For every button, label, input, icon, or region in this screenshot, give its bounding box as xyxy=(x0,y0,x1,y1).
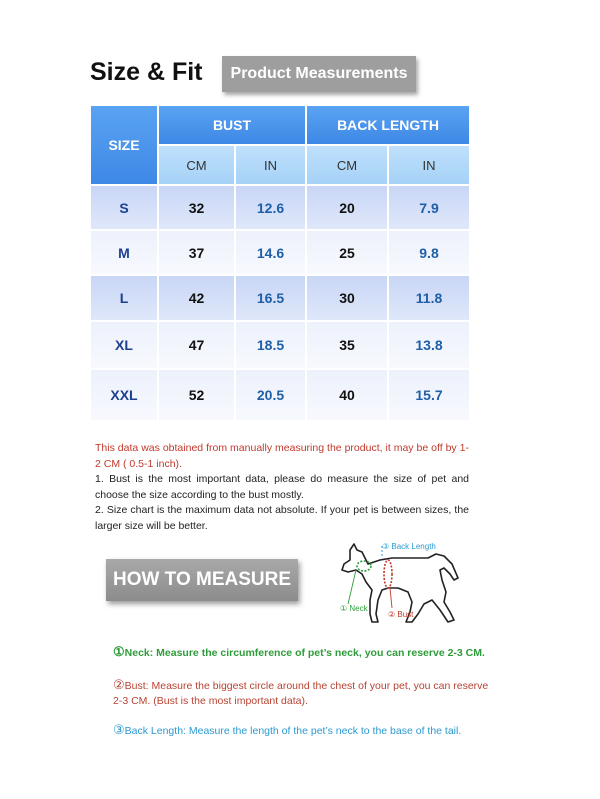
table-row xyxy=(90,185,470,230)
bust-in-header: IN xyxy=(235,145,306,185)
back-length-column-header: BACK LENGTH xyxy=(306,105,470,145)
step-bust xyxy=(113,677,495,709)
back-cm-cell: 40 xyxy=(306,369,388,421)
disclaimer-text: This data was obtained from manually measuring the product, it may be off by 1-2 CM ( 0.5-1 inch). xyxy=(95,442,469,470)
back-in-cell: 13.8 xyxy=(388,321,470,369)
step-back-number: ③ xyxy=(113,722,125,737)
back-cm-cell: 30 xyxy=(306,275,388,321)
size-cell: M xyxy=(90,230,158,275)
step-neck xyxy=(113,644,495,661)
back-cm-cell: 35 xyxy=(306,321,388,369)
step-bust-text: Bust: Measure the biggest circle around the chest of your pet, you can reserve 2-3 CM. (Bust is the most important data). xyxy=(113,680,489,707)
size-table xyxy=(89,104,471,422)
back-in-cell: 7.9 xyxy=(388,185,470,230)
bust-label: ② Bust xyxy=(388,610,414,619)
back-cm-cell: 25 xyxy=(306,230,388,275)
bust-cm-cell: 47 xyxy=(158,321,235,369)
dog-measure-diagram xyxy=(332,534,466,630)
page-title: Size & Fit xyxy=(90,58,203,86)
neck-label: ① Neck xyxy=(340,604,368,613)
size-cell: XXL xyxy=(90,369,158,421)
note-2: 2. Size chart is the maximum data not absolute. If your pet is between sizes, the larger size will be better. xyxy=(95,504,469,532)
note-1: 1. Bust is the most important data, please do measure the size of pet and choose the size according to the bust mostly. xyxy=(95,473,469,501)
bust-in-cell: 16.5 xyxy=(235,275,306,321)
size-column-header: SIZE xyxy=(90,105,158,185)
bust-cm-cell: 32 xyxy=(158,185,235,230)
bust-cm-header: CM xyxy=(158,145,235,185)
product-measurements-button[interactable]: Product Measurements xyxy=(222,56,416,92)
notes-block xyxy=(95,441,469,534)
step-bust-number: ② xyxy=(113,677,125,692)
back-in-cell: 9.8 xyxy=(388,230,470,275)
bust-column-header: BUST xyxy=(158,105,306,145)
bust-in-cell: 20.5 xyxy=(235,369,306,421)
back-cm-header: CM xyxy=(306,145,388,185)
back-cm-cell: 20 xyxy=(306,185,388,230)
back-in-header: IN xyxy=(388,145,470,185)
step-back-length xyxy=(113,722,495,739)
back-in-cell: 11.8 xyxy=(388,275,470,321)
back-in-cell: 15.7 xyxy=(388,369,470,421)
table-row xyxy=(90,275,470,321)
table-row xyxy=(90,230,470,275)
bust-cm-cell: 37 xyxy=(158,230,235,275)
size-cell: L xyxy=(90,275,158,321)
step-neck-text: Neck: Measure the circumference of pet’s neck, you can reserve 2-3 CM. xyxy=(124,647,485,659)
how-to-measure-button[interactable]: HOW TO MEASURE xyxy=(106,559,298,601)
table-row xyxy=(90,369,470,421)
bust-in-cell: 12.6 xyxy=(235,185,306,230)
table-row xyxy=(90,321,470,369)
bust-in-cell: 18.5 xyxy=(235,321,306,369)
bust-cm-cell: 42 xyxy=(158,275,235,321)
step-neck-number: ① xyxy=(113,644,125,659)
size-cell: XL xyxy=(90,321,158,369)
bust-in-cell: 14.6 xyxy=(235,230,306,275)
back-length-label: ③ Back Length xyxy=(382,542,436,551)
size-cell: S xyxy=(90,185,158,230)
step-back-text: Back Length: Measure the length of the pet’s neck to the base of the tail. xyxy=(124,725,462,737)
bust-cm-cell: 52 xyxy=(158,369,235,421)
